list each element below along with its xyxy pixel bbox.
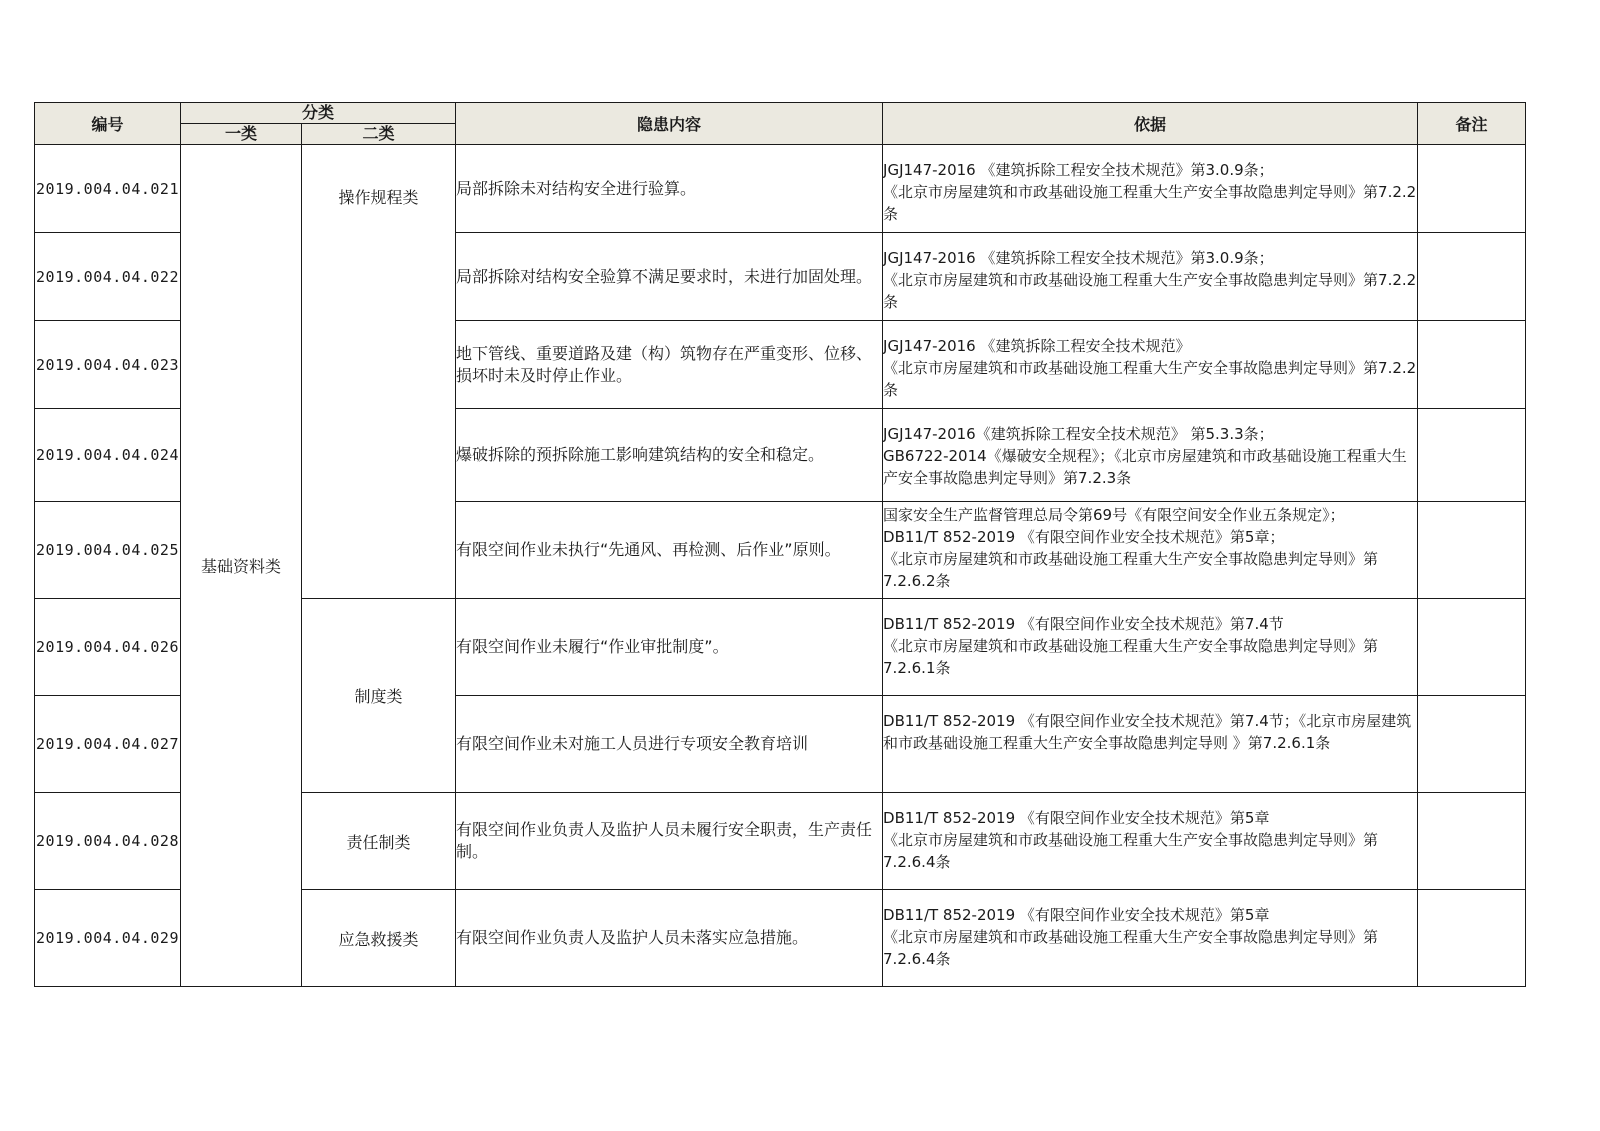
remark-cell: [1418, 890, 1526, 987]
hazard-content: 局部拆除未对结构安全进行验算。: [456, 145, 883, 233]
basis-cell: [883, 409, 1418, 502]
row-number: 2019.004.04.028: [35, 793, 181, 890]
basis-text: 国家安全生产监督管理总局令第69号《有限空间安全作业五条规定》； DB11/T 852-2019 《有限空间作业安全技术规范》第5章； 《北京市房屋建筑和市政基础设施工程重大生产安全事故隐患判定导则》第7.2.6.2条: [883, 506, 1379, 590]
header-cat2: 二类: [302, 124, 456, 145]
remark-cell: [1418, 233, 1526, 321]
row-number: 2019.004.04.024: [35, 409, 181, 502]
row-number: 2019.004.04.023: [35, 321, 181, 409]
basis-cell: [883, 793, 1418, 890]
remark-cell: [1418, 696, 1526, 793]
basis-text: JGJ147-2016 《建筑拆除工程安全技术规范》第3.0.9条； 《北京市房屋建筑和市政基础设施工程重大生产安全事故隐患判定导则》第7.2.2条: [883, 249, 1417, 311]
row-number: 2019.004.04.021: [35, 145, 181, 233]
header-num: 编号: [35, 103, 181, 145]
remark-cell: [1418, 145, 1526, 233]
hazard-table: [34, 102, 1526, 987]
remark-cell: [1418, 599, 1526, 696]
row-number: 2019.004.04.029: [35, 890, 181, 987]
basis-cell: [883, 890, 1418, 987]
remark-cell: [1418, 793, 1526, 890]
basis-cell: [883, 696, 1418, 793]
basis-text: DB11/T 852-2019 《有限空间作业安全技术规范》第5章 《北京市房屋建筑和市政基础设施工程重大生产安全事故隐患判定导则》第7.2.6.4条: [883, 906, 1379, 968]
row-number: 2019.004.04.027: [35, 696, 181, 793]
cat2-system: 制度类: [302, 599, 456, 793]
hazard-content: 地下管线、重要道路及建（构）筑物存在严重变形、位移、损坏时未及时停止作业。: [456, 321, 883, 409]
table-row: [35, 145, 1526, 233]
remark-cell: [1418, 502, 1526, 599]
hazard-content: 有限空间作业未对施工人员进行专项安全教育培训: [456, 696, 883, 793]
row-number: 2019.004.04.026: [35, 599, 181, 696]
basis-cell: [883, 145, 1418, 233]
hazard-content: 局部拆除对结构安全验算不满足要求时，未进行加固处理。: [456, 233, 883, 321]
header-cat1: 一类: [181, 124, 302, 145]
hazard-content: 有限空间作业负责人及监护人员未履行安全职责，生产责任制。: [456, 793, 883, 890]
header-remark: 备注: [1418, 103, 1526, 145]
hazard-content: 爆破拆除的预拆除施工影响建筑结构的安全和稳定。: [456, 409, 883, 502]
basis-text: DB11/T 852-2019 《有限空间作业安全技术规范》第5章 《北京市房屋建筑和市政基础设施工程重大生产安全事故隐患判定导则》第7.2.6.4条: [883, 809, 1379, 871]
hazard-content: 有限空间作业未履行“作业审批制度”。: [456, 599, 883, 696]
basis-cell: [883, 321, 1418, 409]
header-category: 分类: [181, 103, 456, 124]
basis-cell: [883, 599, 1418, 696]
basis-cell: [883, 233, 1418, 321]
basis-text: JGJ147-2016 《建筑拆除工程安全技术规范》第3.0.9条； 《北京市房屋建筑和市政基础设施工程重大生产安全事故隐患判定导则》第7.2.2条: [883, 161, 1417, 223]
cat2-operation: 操作规程类: [302, 145, 456, 599]
basis-text: JGJ147-2016 《建筑拆除工程安全技术规范》 《北京市房屋建筑和市政基础设施工程重大生产安全事故隐患判定导则》第7.2.2条: [883, 337, 1417, 399]
row-number: 2019.004.04.022: [35, 233, 181, 321]
remark-cell: [1418, 409, 1526, 502]
cat2-emergency: 应急救援类: [302, 890, 456, 987]
cat1-cell: 基础资料类: [181, 145, 302, 987]
header-basis: 依据: [883, 103, 1418, 145]
basis-cell: [883, 502, 1418, 599]
row-number: 2019.004.04.025: [35, 502, 181, 599]
header-content: 隐患内容: [456, 103, 883, 145]
hazard-content: 有限空间作业负责人及监护人员未落实应急措施。: [456, 890, 883, 987]
basis-text: JGJ147-2016《建筑拆除工程安全技术规范》 第5.3.3条； GB6722-2014《爆破安全规程》；《北京市房屋建筑和市政基础设施工程重大生产安全事故隐患判定导则》第7.2.3条: [883, 425, 1407, 487]
basis-text: DB11/T 852-2019 《有限空间作业安全技术规范》第7.4节；《北京市房屋建筑和市政基础设施工程重大生产安全事故隐患判定导则 》第7.2.6.1条: [883, 712, 1412, 752]
basis-text: DB11/T 852-2019 《有限空间作业安全技术规范》第7.4节 《北京市房屋建筑和市政基础设施工程重大生产安全事故隐患判定导则》第7.2.6.1条: [883, 615, 1379, 677]
remark-cell: [1418, 321, 1526, 409]
hazard-content: 有限空间作业未执行“先通风、再检测、后作业”原则。: [456, 502, 883, 599]
cat2-responsibility: 责任制类: [302, 793, 456, 890]
